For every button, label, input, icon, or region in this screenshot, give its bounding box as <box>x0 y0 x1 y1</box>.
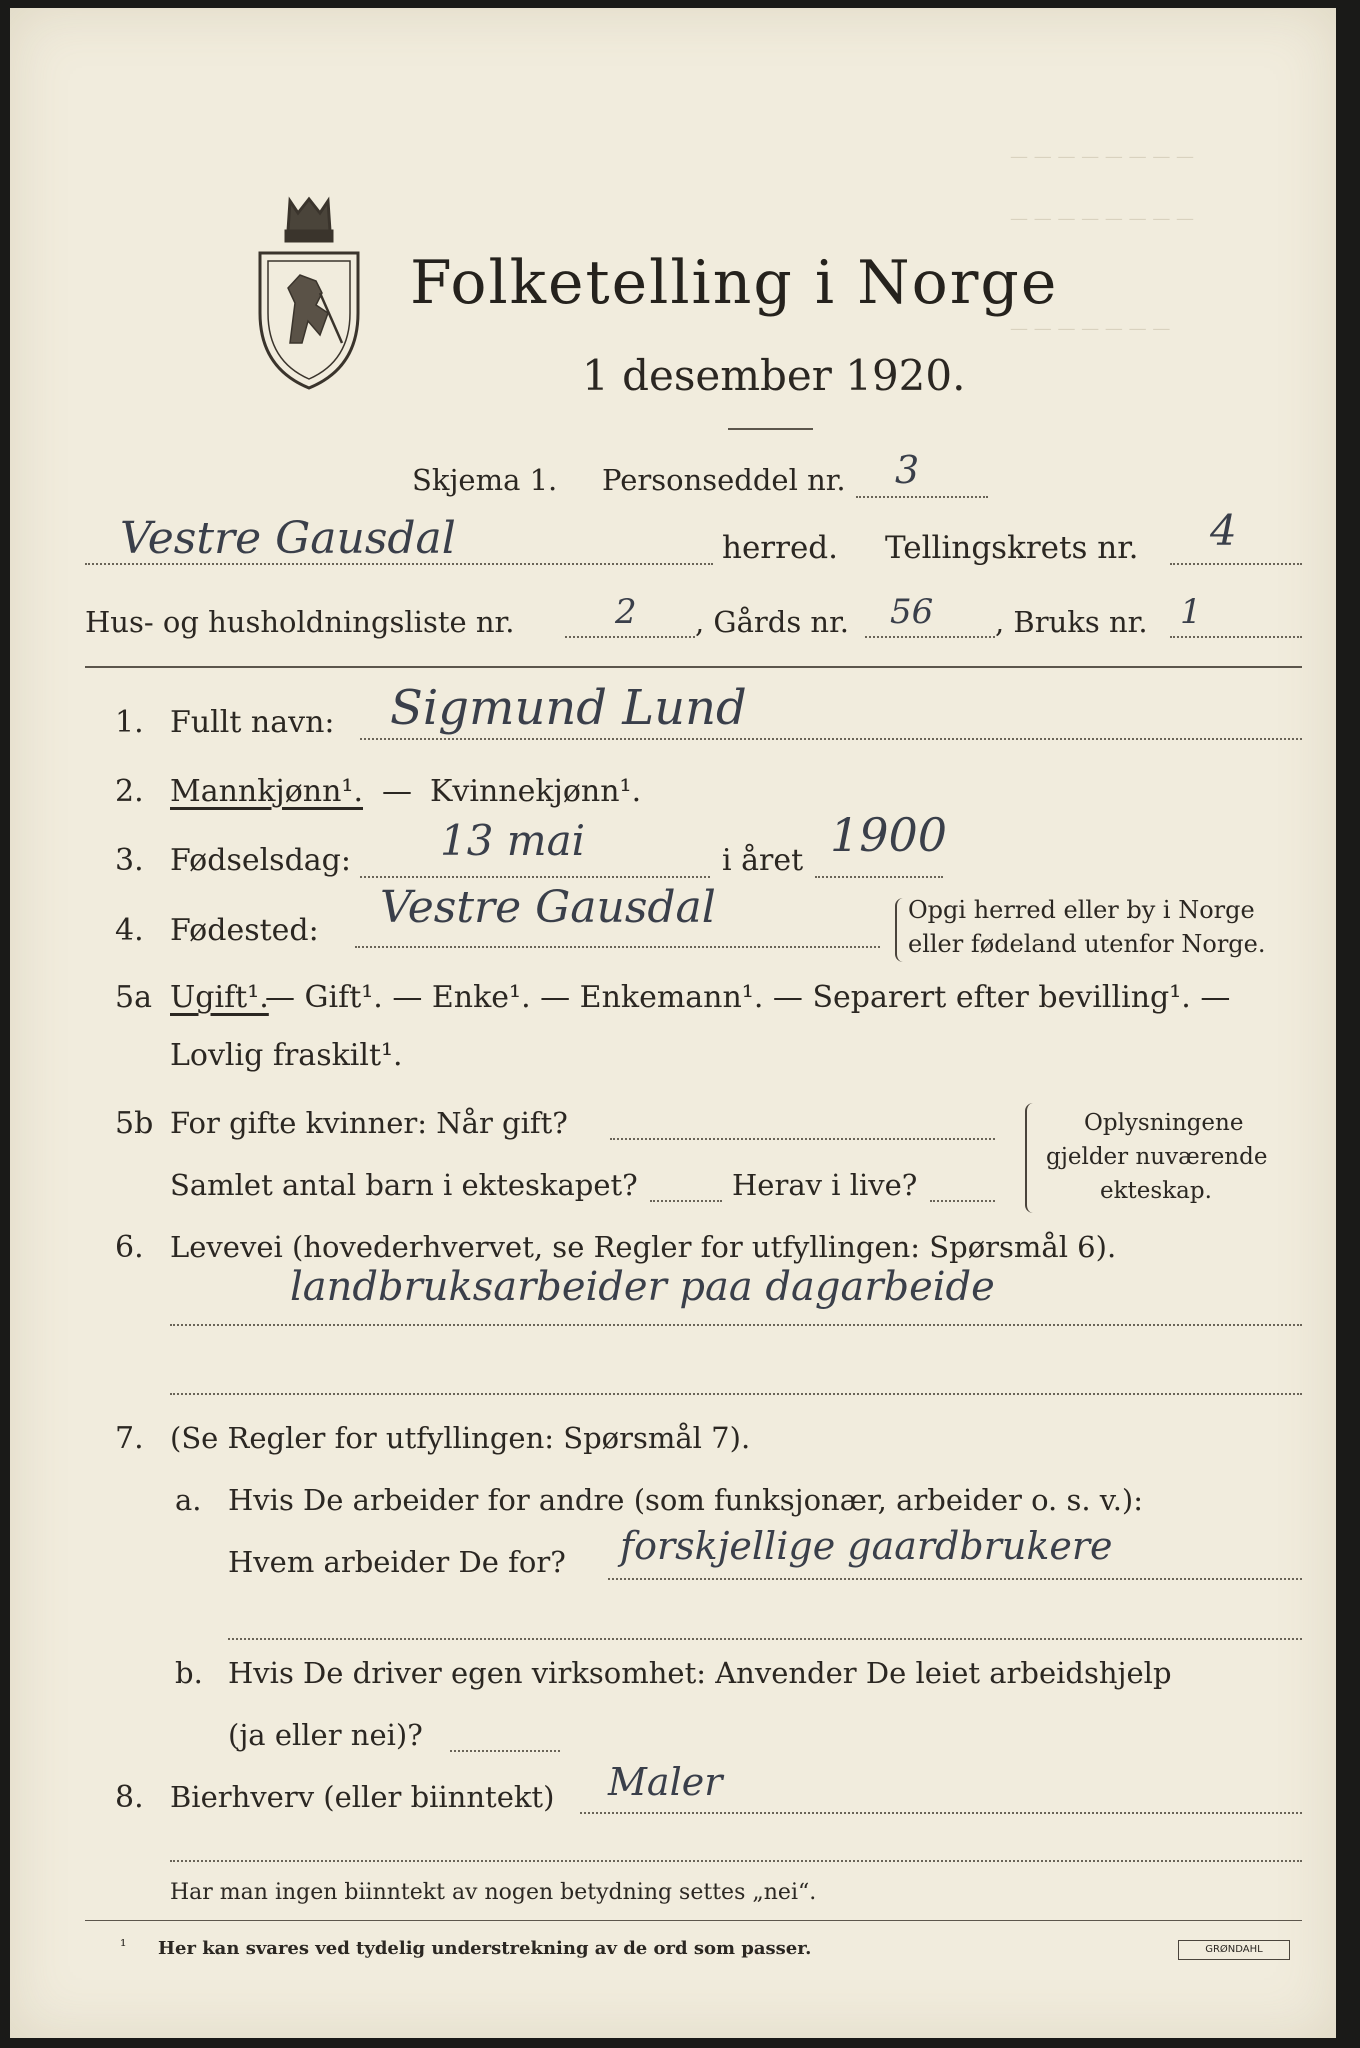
q2-separator: — <box>382 774 412 809</box>
footnote-mark: ¹ <box>120 1936 127 1955</box>
census-form-page <box>10 8 1336 2038</box>
tellingskrets-field-line <box>1170 563 1302 565</box>
divider <box>728 428 813 430</box>
female-option[interactable]: Kvinnekjønn¹. <box>430 774 642 809</box>
printer-mark: GRØNDAHL <box>1178 1940 1290 1960</box>
q6-number: 6. <box>115 1230 144 1265</box>
marriage-note-1: Oplysningene <box>1084 1110 1244 1136</box>
section-divider <box>85 666 1302 668</box>
bruks-field-line <box>1170 636 1302 638</box>
personseddel-value[interactable]: 3 <box>895 448 920 492</box>
q2-number: 2. <box>115 774 144 809</box>
norway-coat-of-arms-icon <box>250 193 368 393</box>
birthplace-note-1: Opgi herred eller by i Norge <box>908 896 1255 924</box>
skjema-label: Skjema 1. <box>412 463 558 497</box>
married-when-label: For gifte kvinner: Når gift? <box>170 1106 568 1140</box>
gards-value[interactable]: 56 <box>890 592 934 632</box>
q1-label: Fullt navn: <box>170 705 335 740</box>
birthday-value[interactable]: 13 mai <box>440 816 586 865</box>
side-income-value[interactable]: Maler <box>608 1760 723 1804</box>
q7b-letter: b. <box>175 1656 203 1690</box>
children-count-label: Samlet antal barn i ekteskapet? <box>170 1168 638 1202</box>
show-through-text: — — — — — — — — <box>1010 208 1195 229</box>
occupation-field-line-1 <box>170 1324 1302 1326</box>
q7-label: (Se Regler for utfyllingen: Spørsmål 7). <box>170 1421 751 1455</box>
q7a-label: Hvis De arbeider for andre (som funksjonær, arbeider o. s. v.): <box>228 1483 1144 1517</box>
herred-label: herred. <box>722 530 838 566</box>
personseddel-field-line <box>856 496 988 498</box>
ugift-option[interactable]: Ugift¹. <box>170 980 269 1015</box>
children-alive-label: Herav i live? <box>732 1168 918 1202</box>
marriage-note-2: gjelder nuværende <box>1046 1144 1268 1170</box>
tellingskrets-label: Tellingskrets nr. <box>885 530 1139 566</box>
hus-value[interactable]: 2 <box>615 592 637 632</box>
show-through-text: — — — — — — — — <box>1010 146 1195 167</box>
q7b-label: Hvis De driver egen virksomhet: Anvender De leiet arbeidshjelp <box>228 1656 1172 1690</box>
birthday-field-line <box>360 876 710 878</box>
show-through-text: — — — — — — — <box>1010 318 1171 339</box>
married-when-field-line <box>610 1138 995 1140</box>
footnote: Her kan svares ved tydelig understrekning av de ord som passer. <box>158 1938 812 1959</box>
birthplace-value[interactable]: Vestre Gausdal <box>380 882 716 933</box>
birth-year-value[interactable]: 1900 <box>830 808 948 862</box>
q3-label: Fødselsdag: <box>170 843 351 878</box>
hired-help-label: (ja eller nei)? <box>228 1718 423 1752</box>
employer-field-line <box>608 1578 1302 1580</box>
lovlig-fraskilt-option[interactable]: Lovlig fraskilt¹. <box>170 1038 403 1073</box>
brace-icon <box>895 898 905 962</box>
employer-label: Hvem arbeider De for? <box>228 1545 566 1579</box>
q1-number: 1. <box>115 705 144 740</box>
children-alive-field-line <box>930 1200 995 1202</box>
year-label: i året <box>722 843 804 878</box>
brace-icon <box>1025 1103 1037 1213</box>
q8-label: Bierhverv (eller biinntekt) <box>170 1780 555 1814</box>
employer-field-line-2 <box>228 1638 1302 1640</box>
q5a-number: 5a <box>115 980 152 1015</box>
q6-label: Levevei (hovederhvervet, se Regler for utfyllingen: Spørsmål 6). <box>170 1230 1117 1264</box>
employer-value[interactable]: forskjellige gaardbrukere <box>620 1524 1113 1568</box>
q1-field-line <box>360 738 1302 740</box>
marital-options[interactable]: — Gift¹. — Enke¹. — Enkemann¹. — Separert efter bevilling¹. — <box>265 980 1231 1015</box>
bruks-value[interactable]: 1 <box>1180 592 1202 632</box>
gards-label: , Gårds nr. <box>695 605 849 639</box>
bruks-label: , Bruks nr. <box>995 605 1148 639</box>
footer-divider <box>85 1920 1302 1921</box>
occupation-field-line-2 <box>170 1393 1302 1395</box>
q5b-number: 5b <box>115 1106 154 1141</box>
side-income-field-line-2 <box>170 1860 1302 1862</box>
tellingskrets-value[interactable]: 4 <box>1210 506 1237 555</box>
hus-label: Hus- og husholdningsliste nr. <box>85 605 515 639</box>
herred-value[interactable]: Vestre Gausdal <box>120 513 456 564</box>
census-date: 1 desember 1920. <box>582 351 966 400</box>
occupation-value[interactable]: landbruksarbeider paa dagarbeide <box>290 1264 995 1310</box>
gards-field-line <box>865 636 995 638</box>
hired-help-field-line <box>450 1750 560 1752</box>
q4-number: 4. <box>115 913 144 948</box>
birthplace-note-2: eller fødeland utenfor Norge. <box>908 930 1266 958</box>
personseddel-label: Personseddel nr. <box>602 463 846 497</box>
q4-label: Fødested: <box>170 913 319 948</box>
full-name-value[interactable]: Sigmund Lund <box>390 680 747 736</box>
footer-note: Har man ingen biinntekt av nogen betydning settes „nei“. <box>170 1880 817 1905</box>
q7a-letter: a. <box>175 1483 202 1517</box>
side-income-field-line <box>580 1812 1302 1814</box>
hus-field-line <box>565 636 695 638</box>
q7-number: 7. <box>115 1421 144 1456</box>
marriage-note-3: ekteskap. <box>1100 1178 1212 1204</box>
birthplace-field-line <box>355 946 880 948</box>
q8-number: 8. <box>115 1780 144 1815</box>
male-option[interactable]: Mannkjønn¹. <box>170 774 363 809</box>
children-count-field-line <box>650 1200 722 1202</box>
form-title: Folketelling i Norge <box>410 248 1059 318</box>
q3-number: 3. <box>115 843 144 878</box>
year-field-line <box>815 876 943 878</box>
